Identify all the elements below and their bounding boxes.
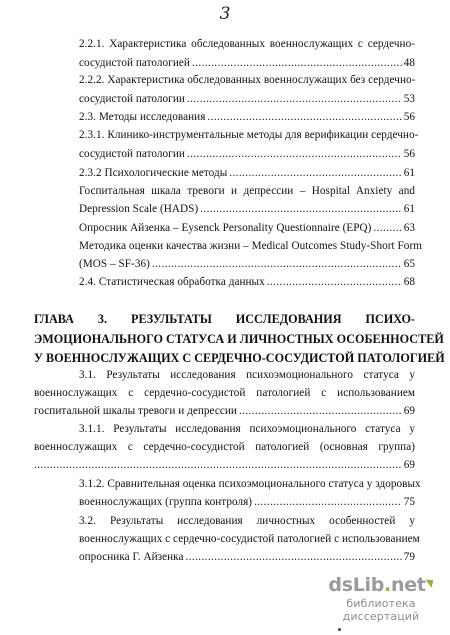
toc-entry-3-1-line1: 3.1. Результаты исследования психоэмоционального статуса у xyxy=(79,369,415,381)
toc-entry-3-1 xyxy=(34,404,415,418)
chapter-3-heading-line3: У ВОЕННОСЛУЖАЩИХ С СЕРДЕЧНО-СОСУДИСТОЙ ПАТОЛОГИЕЙ xyxy=(34,351,445,365)
chapter-3-heading-line2: ЭМОЦИОНАЛЬНОГО СТАТУСА И ЛИЧНОСТНЫХ ОСОБЕННОСТЕЙ xyxy=(34,332,444,346)
dslib-logo xyxy=(326,574,436,596)
toc-entry-text: 2.4. Статистическая обработка данных xyxy=(79,276,265,288)
toc-page-number: 65 xyxy=(403,258,415,270)
dot-leader xyxy=(185,550,401,564)
toc-entry-text: сосудистой патологии xyxy=(79,93,185,105)
toc-entry-text: сосудистой патологией xyxy=(79,57,190,69)
toc-entry-text: (MOS – SF-36) xyxy=(79,258,150,270)
dot-leader xyxy=(187,147,402,161)
toc-entry-2-3 xyxy=(79,110,415,124)
toc-entry-3-1-1-line2: военнослужащих с сердечно-сосудистой патологией (основная группа) xyxy=(34,441,415,453)
toc-entry-text: госпитальной шкалы тревоги и депрессии xyxy=(34,405,237,417)
toc-entry-2-2-1 xyxy=(79,56,415,70)
toc-entry-sf36 xyxy=(79,257,415,271)
toc-entry-3-1-line2: военнослужащих с сердечно-сосудистой патологией с использованием xyxy=(34,387,415,399)
toc-entry-2-2-1-line1: 2.2.1. Характеристика обследованных военнослужащих с сердечно- xyxy=(79,38,415,50)
dot-leader xyxy=(192,56,402,70)
dslib-watermark xyxy=(326,574,436,623)
toc-entry-3-2-line1: 3.2. Результаты исследования личностных особенностей у xyxy=(79,515,415,527)
toc-page-number: 56 xyxy=(403,111,415,123)
toc-entry-text: 2.3. Методы исследования xyxy=(79,111,206,123)
toc-page-number: 69 xyxy=(403,459,415,471)
dot-leader xyxy=(239,404,402,418)
scan-mark xyxy=(338,628,341,631)
toc-entry-3-1-1-line1: 3.1.1. Результаты исследования психоэмоционального статуса у xyxy=(79,423,415,435)
toc-page-number: 61 xyxy=(403,203,415,215)
dot-leader xyxy=(152,257,402,271)
page-number: 3 xyxy=(219,4,231,24)
dot-leader xyxy=(254,495,402,509)
toc-entry-hads-line1: Госпитальная шкала тревоги и депрессии – Hospital Anxiety and xyxy=(79,185,415,197)
toc-entry-sf36-line1: Методика оценки качества жизни – Medical Outcomes Study-Short Form xyxy=(79,240,422,252)
toc-entry-2-2-2-line1: 2.2.2. Характеристика обследованных военнослужащих без сердечно- xyxy=(79,74,416,86)
toc-page-number: 48 xyxy=(403,57,415,69)
dot-leader xyxy=(207,110,401,124)
toc-entry-epq xyxy=(79,221,415,235)
chapter-3-heading-line1: ГЛАВА 3. РЕЗУЛЬТАТЫ ИССЛЕДОВАНИЯ ПСИХО- xyxy=(34,312,415,326)
toc-page-number: 56 xyxy=(403,148,415,160)
toc-page-number: 68 xyxy=(403,276,415,288)
arrow-icon xyxy=(425,576,436,588)
dot-leader xyxy=(187,92,402,106)
toc-page-number: 63 xyxy=(403,222,415,234)
toc-entry-2-3-1 xyxy=(79,147,415,161)
dot-leader xyxy=(267,275,402,289)
toc-entry-text: Depression Scale (HADS) xyxy=(79,203,199,215)
toc-page-number: 79 xyxy=(403,551,415,563)
toc-page-number: 75 xyxy=(403,496,415,508)
toc-entry-text: Опросник Айзенка – Eysenck Personality Questionnaire (EPQ) xyxy=(79,222,372,234)
toc-entry-text: военнослужащих (группа контроля) xyxy=(79,496,253,508)
toc-entry-2-2-2 xyxy=(79,92,415,106)
dslib-logo-text: dsLib.net xyxy=(328,574,426,596)
toc-entry-hads xyxy=(79,202,415,216)
dslib-subtitle: библиотека диссертаций xyxy=(342,597,420,623)
toc-entry-2-3-2 xyxy=(79,166,415,180)
toc-entry-2-3-1-line1: 2.3.1. Клинико-инструментальные методы для верификации сердечно- xyxy=(79,129,419,141)
toc-page-number: 53 xyxy=(403,93,415,105)
dot-leader xyxy=(373,221,401,235)
toc-page-number: 61 xyxy=(403,167,415,179)
toc-entry-3-2 xyxy=(79,550,415,564)
toc-entry-text: 2.3.2 Психологические методы xyxy=(79,167,228,179)
toc-entry-3-1-2-line1: 3.1.2. Сравнительная оценка психоэмоционального статуса у здоровых xyxy=(79,478,421,490)
dot-leader xyxy=(34,458,402,472)
toc-entry-2-4 xyxy=(79,275,415,289)
toc-entry-text: сосудистой патологии xyxy=(79,148,185,160)
toc-entry-3-1-2 xyxy=(79,495,415,509)
toc-entry-3-1-1 xyxy=(34,458,415,472)
toc-page-number: 69 xyxy=(403,405,415,417)
toc-entry-3-2-line2: военнослужащих с сердечно-сосудистой патологией с использованием xyxy=(79,533,420,545)
toc-entry-text: опросника Г. Айзенка xyxy=(79,551,184,563)
dot-leader xyxy=(200,202,401,216)
dot-leader xyxy=(229,166,401,180)
